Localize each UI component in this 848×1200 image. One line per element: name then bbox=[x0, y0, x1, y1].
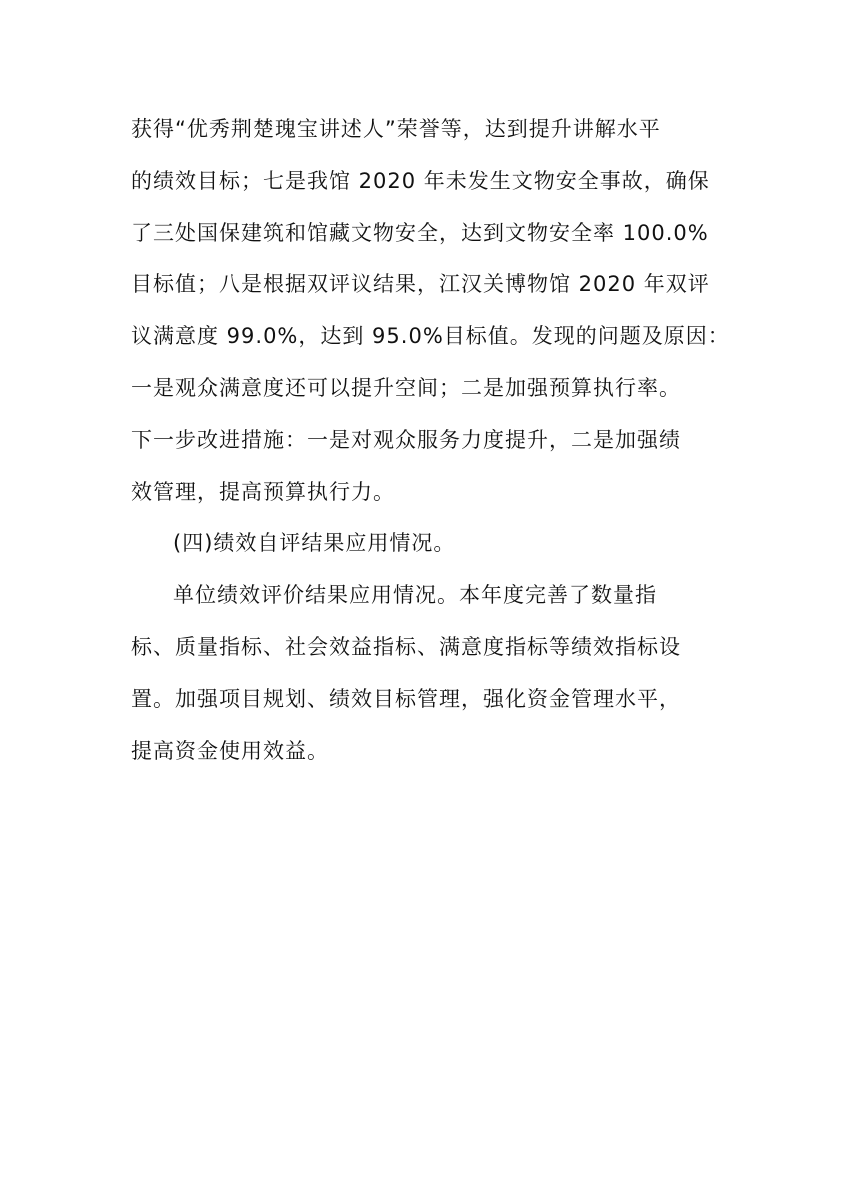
text-line: 单位绩效评价结果应用情况。本年度完善了数量指 bbox=[173, 583, 657, 608]
text-line: 了三处国保建筑和馆藏文物安全，达到文物安全率 100.0% bbox=[131, 220, 709, 245]
document-body bbox=[131, 104, 731, 777]
text-line: 议满意度 99.0%，达到 95.0%目标值。发现的问题及原因： bbox=[131, 324, 730, 349]
text-line: 目标值；八是根据双评议结果，江汉关博物馆 2020 年双评 bbox=[131, 272, 710, 297]
text-line: 效管理，提高预算执行力。 bbox=[131, 479, 395, 504]
text-line: 置。加强项目规划、绩效目标管理，强化资金管理水平， bbox=[131, 686, 681, 711]
text-line: 提高资金使用效益。 bbox=[131, 738, 329, 763]
text-line: 一是观众满意度还可以提升空间；二是加强预算执行率。 bbox=[131, 375, 681, 400]
section-heading: (四)绩效自评结果应用情况。 bbox=[173, 531, 456, 556]
text-line: 获得“优秀荆楚瑰宝讲述人”荣誉等，达到提升讲解水平 bbox=[131, 117, 661, 141]
text-line: 下一步改进措施：一是对观众服务力度提升，二是加强绩 bbox=[131, 427, 681, 452]
text-line: 标、质量指标、社会效益指标、满意度指标等绩效指标设 bbox=[131, 634, 681, 659]
text-line: 的绩效目标；七是我馆 2020 年未发生文物安全事故，确保 bbox=[131, 168, 710, 193]
